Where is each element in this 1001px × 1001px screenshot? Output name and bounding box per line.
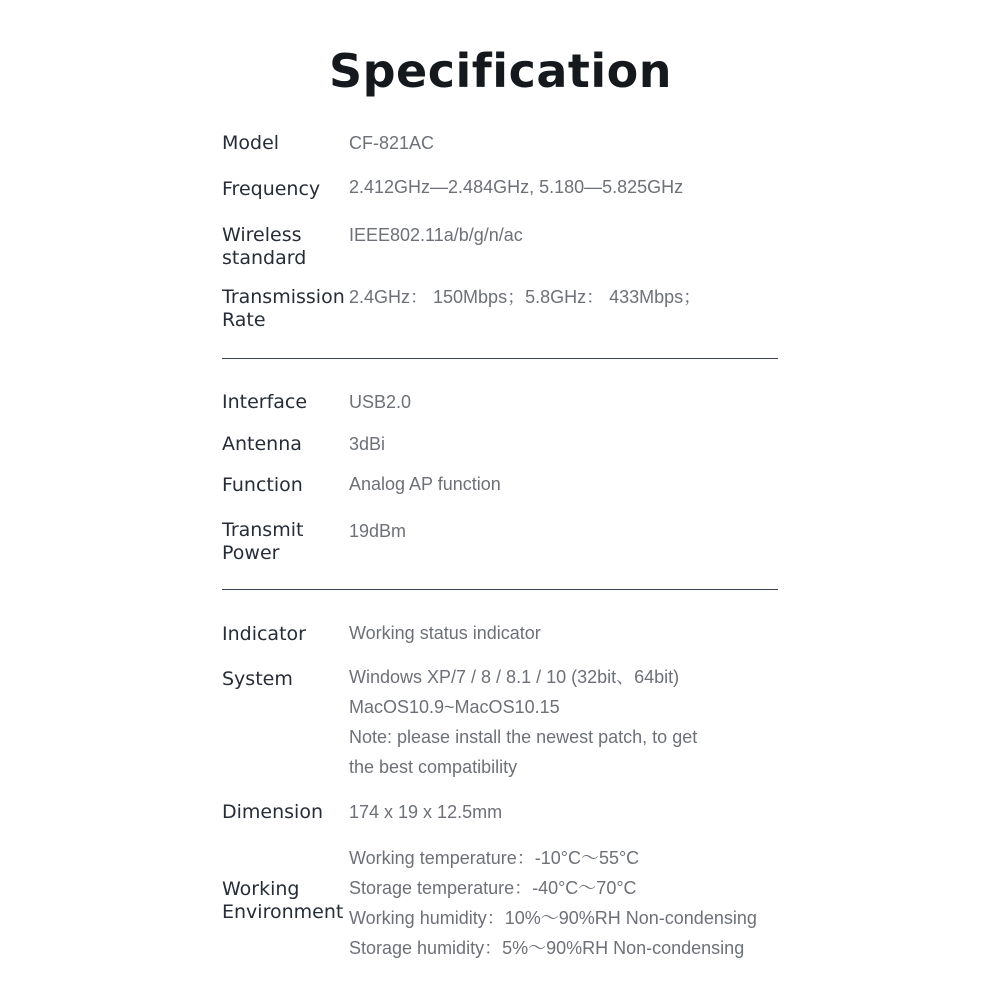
function-label: Function xyxy=(222,474,303,496)
dimension-label: Dimension xyxy=(222,801,323,823)
rate-label-line2: Rate xyxy=(222,309,266,331)
system-value xyxy=(349,662,697,782)
power-value: 19dBm xyxy=(349,521,407,541)
rate-label-line1: Transmission xyxy=(222,286,345,308)
frequency-label: Frequency xyxy=(222,178,321,200)
interface-label: Interface xyxy=(222,391,308,413)
environment-label-line2: Environment xyxy=(222,901,344,923)
model-label: Model xyxy=(222,132,280,154)
environment-value xyxy=(349,843,757,963)
system-line-note-cont: the best compatibility xyxy=(349,757,518,777)
antenna-value: 3dBi xyxy=(349,434,386,454)
page-title: Specification xyxy=(329,44,672,98)
wireless-label-line1: Wireless xyxy=(222,224,302,246)
interface-value: USB2.0 xyxy=(349,392,412,412)
system-label: System xyxy=(222,668,293,690)
wireless-label-line2: standard xyxy=(222,247,307,269)
environment-label-line1: Working xyxy=(222,878,300,900)
env-working-temperature: Working temperature：-10°C～55°C xyxy=(349,848,640,868)
frequency-value: 2.412GHz—2.484GHz, 5.180—5.825GHz xyxy=(349,177,684,197)
function-value: Analog AP function xyxy=(349,474,501,494)
indicator-label: Indicator xyxy=(222,623,306,645)
env-working-humidity: Working humidity：10%～90%RH Non-condensing xyxy=(349,908,757,928)
env-storage-humidity: Storage humidity：5%～90%RH Non-condensing xyxy=(349,938,745,958)
system-line-macos: MacOS10.9~MacOS10.15 xyxy=(349,697,560,717)
model-value: CF-821AC xyxy=(349,133,435,153)
wireless-value: IEEE802.11a/b/g/n/ac xyxy=(349,225,523,245)
rate-value: 2.4GHz： 150Mbps；5.8GHz： 433Mbps； xyxy=(349,287,702,307)
indicator-value: Working status indicator xyxy=(349,623,541,643)
section-divider-1 xyxy=(222,358,778,359)
power-label-line1: Transmit xyxy=(222,519,304,541)
dimension-value: 174 x 19 x 12.5mm xyxy=(349,802,503,822)
system-line-note: Note: please install the newest patch, to get xyxy=(349,727,698,747)
system-line-windows: Windows XP/7 / 8 / 8.1 / 10 (32bit、64bit) xyxy=(349,667,680,687)
section-divider-2 xyxy=(222,589,778,590)
antenna-label: Antenna xyxy=(222,433,302,455)
power-label-line2: Power xyxy=(222,542,280,564)
env-storage-temperature: Storage temperature：-40°C～70°C xyxy=(349,878,637,898)
